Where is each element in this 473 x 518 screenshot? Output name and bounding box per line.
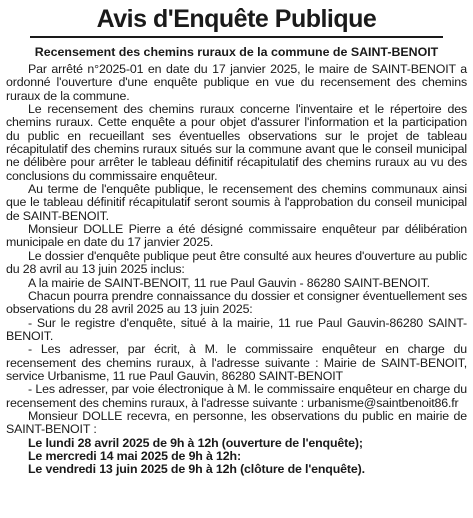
paragraph-observations: Chacun pourra prendre connaissance du dossier et consigner éventuellement ses observations du 28 avril 2025 au 13 juin 2025: bbox=[6, 288, 467, 317]
paragraph-commissaire: Monsieur DOLLE Pierre a été désigné commissaire enquêteur par délibération municipale en date du 17 janvier 2025. bbox=[6, 222, 467, 250]
paragraph-arrete: Par arrêté n°2025-01 en date du 17 janvier 2025, le maire de SAINT-BENOIT a ordonné l'ouverture d'une enquête publique en vue du recensement des chemins ruraux de la commune. bbox=[6, 62, 467, 103]
paragraph-permanences: Monsieur DOLLE recevra, en personne, les observations du public en mairie de SAINT-BENOIT : bbox=[6, 408, 467, 437]
paragraph-approbation: Au terme de l'enquête publique, le recensement des chemins communaux ainsi que le tableau définitif récapitulatif seront soumis à l'approbation du conseil municipal de SAINT-BENOIT. bbox=[6, 182, 467, 223]
paragraph-email: - Les adresser, par voie électronique à M. le commissaire enquêteur en charge du recensement des chemins ruraux, à l'adresse suivante : urbanisme@saintbenoit86.fr bbox=[6, 382, 467, 410]
date-item: Le lundi 28 avril 2025 de 9h à 12h (ouverture de l'enquête); bbox=[28, 435, 363, 450]
permanence-dates bbox=[6, 437, 467, 477]
notice-title: Avis d'Enquête Publique bbox=[96, 5, 377, 33]
title-underline bbox=[30, 36, 443, 38]
paragraph-consultation: Le dossier d'enquête publique peut être consulté aux heures d'ouverture au public du 28 avril au 13 juin 2025 inclus: bbox=[6, 248, 467, 277]
notice-body bbox=[6, 63, 467, 437]
paragraph-courrier: - Les adresser, par écrit, à M. le commissaire enquêteur en charge du recensement des chemins ruraux, à l'adresse suivante : Mairie de SAINT-BENOIT, service Urbanisme, 11 rue Paul Gauvin, 86280 SAINT-BENOIT bbox=[6, 342, 467, 383]
notice-subtitle: Recensement des chemins ruraux de la commune de SAINT-BENOIT bbox=[34, 45, 439, 59]
date-item: Le mercredi 14 mai 2025 de 9h à 12h: bbox=[28, 448, 241, 463]
date-item: Le vendredi 13 juin 2025 de 9h à 12h (clôture de l'enquête). bbox=[28, 462, 365, 477]
paragraph-objet: Le recensement des chemins ruraux concerne l'inventaire et le répertoire des chemins ruraux. Cette enquête a pour objet d'assurer l'information et la participation du public en recueillant ses éventuelles observations sur le projet de tableau récapitulatif des chemins ruraux situés sur la commune avant que le conseil municipal ne délibère pour arrêter le tableau définitif récapitulatif des chemins ruraux au vu des conclusions du commissaire enquêteur. bbox=[6, 102, 467, 183]
paragraph-registre: - Sur le registre d'enquête, situé à la mairie, 11 rue Paul Gauvin-86280 SAINT-BENOIT. bbox=[6, 315, 467, 343]
paragraph-mairie-address: A la mairie de SAINT-BENOIT, 11 rue Paul Gauvin - 86280 SAINT-BENOIT. bbox=[28, 275, 430, 290]
